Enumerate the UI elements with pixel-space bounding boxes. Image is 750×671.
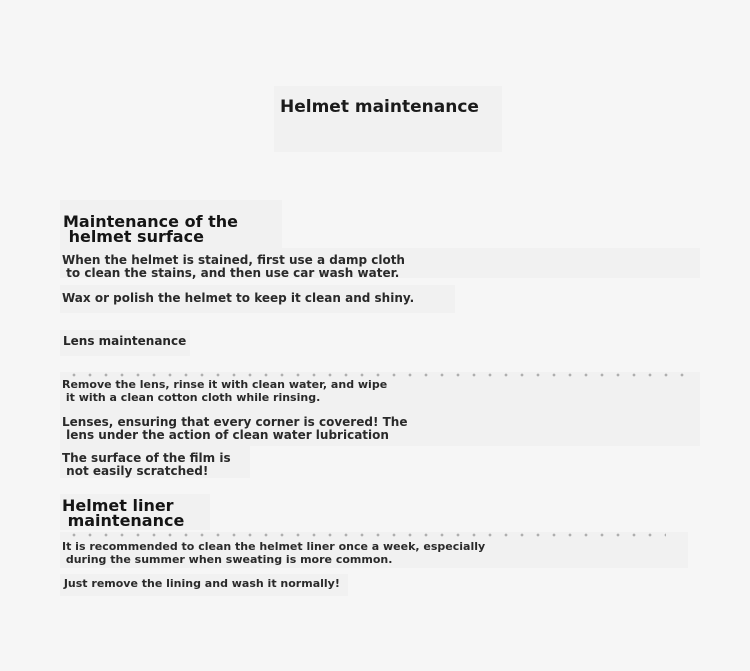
paragraph: Remove the lens, rinse it with clean water, and wipe it with a clean cotton cloth while rinsing. xyxy=(62,378,388,404)
dotted-divider xyxy=(66,373,686,377)
paragraph: The surface of the film is not easily scratched! xyxy=(62,451,231,478)
paragraph: It is recommended to clean the helmet liner once a week, especially during the summer when sweating is more common. xyxy=(62,540,486,566)
paragraph: Just remove the lining and wash it normally! xyxy=(60,577,340,590)
section-heading-surface: Maintenance of the helmet surface xyxy=(63,212,238,246)
paragraph: Lenses, ensuring that every corner is covered! The lens under the action of clean water lubrication xyxy=(62,415,408,442)
section-heading-liner: Helmet liner maintenance xyxy=(62,496,185,530)
section-heading-lens: Lens maintenance xyxy=(63,334,187,348)
paragraph: When the helmet is stained, first use a damp cloth to clean the stains, and then use car wash water. xyxy=(62,253,405,280)
paragraph: Wax or polish the helmet to keep it clean and shiny. xyxy=(62,291,415,305)
page-title: Helmet maintenance xyxy=(280,97,479,117)
dotted-divider xyxy=(66,533,666,537)
title-panel xyxy=(274,86,502,152)
